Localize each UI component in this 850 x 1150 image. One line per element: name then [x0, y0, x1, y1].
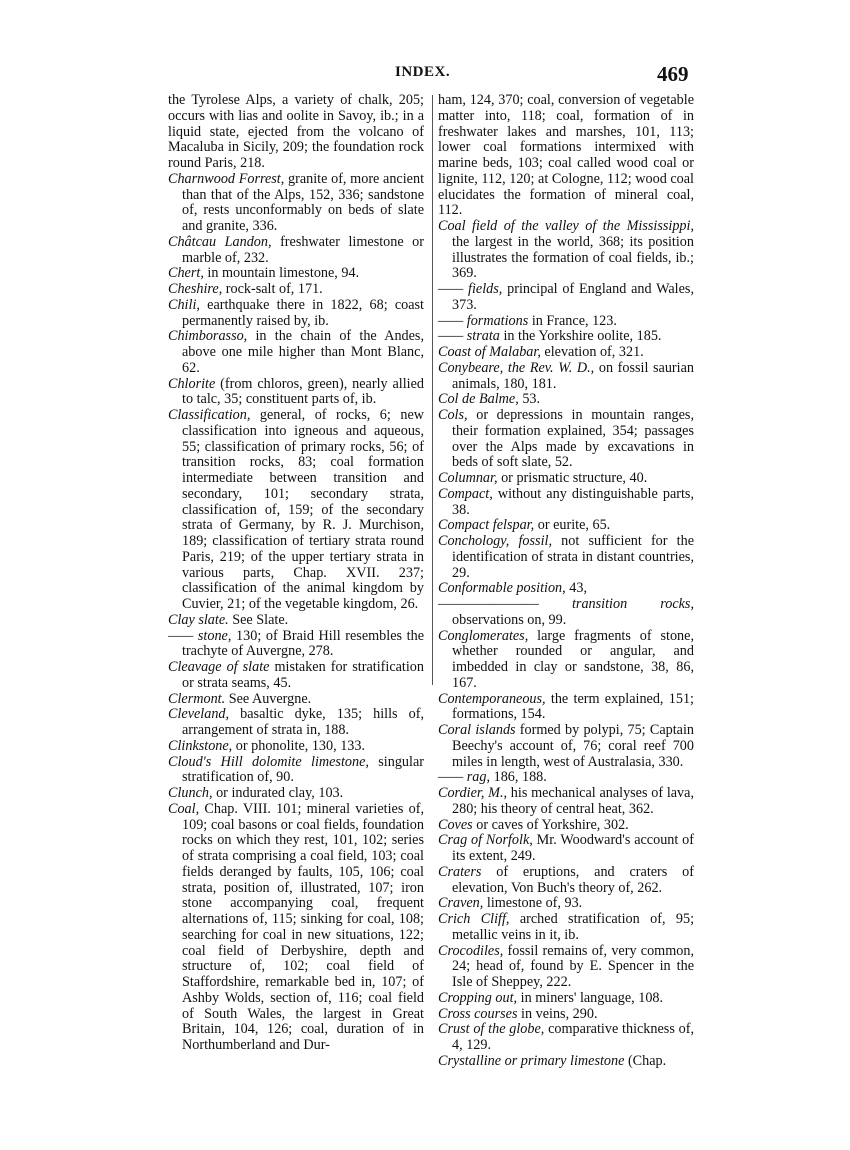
index-term: Clinkstone,: [168, 737, 233, 754]
index-term: Coast of Malabar,: [438, 344, 541, 360]
index-entry-text: the largest in the world, 368; its position illustrates the formation of coal fields, ib.; 369.: [452, 233, 694, 282]
index-entry-text: elevation of, 321.: [540, 344, 644, 360]
index-entry-text: the Tyrolese Alps, a variety of chalk, 205; occurs with lias and oolite in Savoy, ib.; in a liquid state, ejected from the volcano of Macaluba in Sicily, 209; the foundation rock round Paris, 218.: [168, 92, 424, 171]
index-entry-text: not sufficient for the identification of strata in distant countries, 29.: [452, 533, 694, 581]
index-entry-text: earthquake there in 1822, 68; coast permanently raised by, ib.: [182, 296, 424, 329]
index-entry-text: on fossil saurian animals, 180, 181.: [452, 359, 694, 392]
index-term: Cleavage of slate: [168, 659, 270, 675]
index-entry: [438, 219, 694, 282]
index-term: Craven,: [438, 895, 484, 912]
index-entry: [438, 361, 694, 393]
index-entry-text: in miners' language, 108.: [517, 989, 664, 1006]
index-entry: [438, 818, 694, 834]
index-entry-text: 186, 188.: [490, 769, 547, 786]
index-entry: [438, 723, 694, 770]
index-term: Cross courses: [438, 1005, 518, 1022]
index-term: Chlorite: [168, 375, 216, 392]
index-column-left: [168, 93, 424, 1054]
index-term: Crag of Norfolk,: [438, 832, 533, 849]
index-entry-text: singular stratification of, 90.: [182, 753, 424, 786]
index-entry-text: mistaken for stratification or strata seams, 45.: [182, 659, 424, 691]
index-entry: [438, 345, 694, 361]
index-term: Conybeare, the Rev. W. D.,: [438, 359, 595, 376]
index-entry-text: large fragments of stone, whether rounded or angular, and imbedded in clay or sandstone, 38, 86, 167.: [452, 627, 694, 691]
index-entry-text: (from chloros, green), nearly allied to talc, 35; constituent parts of, ib.: [182, 375, 424, 408]
index-term: Chert,: [168, 265, 204, 282]
index-entry: [438, 944, 694, 991]
index-entry-text: or caves of Yorkshire, 302.: [472, 816, 629, 833]
index-term: ———————— transition rocks,: [438, 596, 694, 612]
index-entry: [438, 487, 694, 519]
index-entry: [168, 692, 424, 708]
index-entry-text: of eruptions, and craters of elevation, Von Buch's theory of, 262.: [452, 863, 694, 896]
index-term: Cheshire,: [168, 281, 223, 297]
column-divider: [432, 95, 433, 685]
index-entry-text: arched stratification of, 95; metallic veins in it, ib.: [452, 911, 695, 943]
index-entry-text: formed by polypi, 75; Captain Beechy's account of, 76; coral reef 700 miles in length, west of Australasia, 330.: [452, 722, 694, 770]
index-entry: [168, 172, 424, 235]
index-term: Crich Cliff,: [438, 911, 510, 927]
index-entry: [438, 93, 694, 219]
index-entry-text: rock-salt of, 171.: [222, 281, 323, 297]
index-term: —— rag,: [438, 769, 491, 786]
index-term: Clay slate.: [168, 611, 229, 628]
index-term: Crystalline or primary limestone: [438, 1052, 625, 1069]
index-entry-text: 43,: [565, 580, 587, 597]
index-term: Châtcau Landon,: [168, 233, 272, 250]
index-term: Coral islands: [438, 722, 516, 738]
index-term: Cordier, M.,: [438, 785, 508, 801]
index-entry-text: or indurated clay, 103.: [212, 785, 344, 801]
index-entry: [438, 392, 694, 408]
index-term: —— formations: [438, 312, 529, 329]
index-entry-text: Mr. Woodward's account of its extent, 249.: [452, 832, 694, 864]
index-entry: [168, 235, 424, 267]
index-entry: [438, 912, 694, 944]
index-entry: [168, 282, 424, 298]
index-entry: [438, 629, 694, 692]
index-term: Columnar,: [438, 470, 498, 486]
index-term: Chimborasso,: [168, 328, 248, 345]
index-term: Clunch,: [168, 785, 213, 801]
index-term: Coal field of the valley of the Mississippi,: [438, 218, 694, 234]
index-term: Crust of the globe,: [438, 1021, 545, 1038]
index-term: Cols,: [438, 407, 468, 423]
index-term: Compact,: [438, 485, 493, 502]
index-entry: [438, 1007, 694, 1023]
index-entry: [438, 408, 694, 471]
index-term: Col de Balme,: [438, 391, 519, 408]
index-entry-text: general, of rocks, 6; new classification into igneous and aqueous, 55; classification of primary rocks, 56; of transition rocks, 83; coal formation intermediate between transition and secondary, 101; secondary strata, classification of, 159; of the secondary strata of Germany, by R. J. Murchison, 189; classification of tertiary strata round Paris, 219; of the upper tertiary strata in various parts, Chap. XVII. 237; classification of the animal kingdom by Cuvier, 21; of the vegetable kingdom, 26.: [182, 407, 424, 612]
running-head: [0, 62, 850, 92]
index-entry: [438, 865, 694, 897]
index-entry: [438, 991, 694, 1007]
index-entry: [438, 581, 694, 597]
index-entry-text: in France, 123.: [528, 312, 617, 329]
index-entry-text: in mountain limestone, 94.: [203, 265, 360, 282]
index-entry: [168, 377, 424, 409]
index-entry: [438, 518, 694, 534]
index-entry-text: in veins, 290.: [517, 1005, 598, 1022]
index-entry-text: observations on, 99.: [452, 611, 567, 628]
index-term: Cloud's Hill dolomite limestone,: [168, 753, 369, 770]
index-entry-text: 130; of Braid Hill resembles the trachyte of Auvergne, 278.: [182, 627, 424, 660]
index-term: Contemporaneous,: [438, 690, 546, 707]
index-term: Charnwood Forrest,: [168, 170, 285, 187]
index-term: Classification,: [168, 407, 251, 423]
index-entry: [438, 770, 694, 786]
index-entry: [168, 613, 424, 629]
index-entry-text: 53.: [518, 391, 541, 408]
index-entry: [438, 314, 694, 330]
index-entry-text: limestone of, 93.: [483, 895, 583, 912]
index-entry-text: granite of, more ancient than that of the Alps, 152, 336; sandstone of, rests unconformably on beds of slate and granite, 336.: [182, 170, 425, 234]
index-entry: [438, 597, 694, 629]
index-term: —— strata: [438, 328, 500, 345]
index-entry: [168, 786, 424, 802]
index-entry: [438, 329, 694, 345]
index-entry: [438, 786, 694, 818]
index-entry-text: Chap. VIII. 101; mineral varieties of, 109; coal basons or coal fields, foundation rocks on which they rest, 101, 102; series of strata comprising a coal field, 103; coal fields deranged by faults, 105, 106; coal strata, position of, illustrated, 107; iron stone accompanying coal, frequent alternations of, 115; sinking for coal, 108; searching for coal in new situations, 122; coal field of Derbyshire, depth and structure of, 102; coal field of Staffordshire, remarkable bed in, 107; of Ashby Wolds, section of, 116; coal field of South Wales, the largest in Great Britain, 104, 126; coal, duration of in Northumberland and Dur-: [182, 800, 424, 1053]
index-entry-text: freshwater limestone or marble of, 232.: [182, 233, 424, 266]
page-header-title: INDEX.: [395, 64, 451, 80]
index-entry: [438, 534, 694, 581]
index-entry-text: See Slate.: [228, 611, 289, 628]
index-entry: [438, 282, 694, 314]
index-term: Conglomerates,: [438, 627, 529, 644]
index-term: Coves: [438, 816, 473, 833]
index-entry: [438, 471, 694, 487]
index-column-right: [438, 93, 694, 1070]
index-entry: [168, 629, 424, 661]
index-term: Craters: [438, 863, 482, 880]
index-term: Crocodiles,: [438, 942, 504, 959]
index-entry-text: or eurite, 65.: [534, 517, 611, 534]
index-entry-text: comparative thickness of, 4, 129.: [452, 1021, 694, 1053]
index-entry-text: basaltic dyke, 135; hills of, arrangement of strata in, 188.: [182, 706, 424, 738]
index-entry: [168, 266, 424, 282]
page-number: 469: [657, 62, 689, 86]
index-entry-text: (Chap.: [624, 1052, 667, 1069]
index-term: Conformable position,: [438, 580, 566, 597]
index-term: Conchology, fossil,: [438, 533, 552, 549]
index-entry-text: in the Yorkshire oolite, 185.: [499, 328, 662, 345]
index-entry-text: in the chain of the Andes, above one mile higher than Mont Blanc, 62.: [182, 328, 424, 376]
index-term: Compact felspar,: [438, 517, 535, 534]
index-entry: [168, 660, 424, 692]
index-entry: [438, 1054, 694, 1070]
index-entry: [168, 93, 424, 172]
index-entry-text: or depressions in mountain ranges, their formation explained, 354; passages over the Alps made by excavations in beds of soft slate, 52.: [452, 407, 694, 471]
index-entry-text: ham, 124, 370; coal, conversion of vegetable matter into, 118; coal, formation of in freshwater lakes and marshes, 101, 113; lower coal formations intermixed with marine beds, 103; coal called wood coal or lignite, 112, 120; at Cologne, 112; wood coal elucidates the formation of mineral coal, 112.: [438, 92, 694, 219]
index-entry-text: without any distinguishable parts, 38.: [452, 485, 694, 518]
index-entry: [168, 329, 424, 376]
index-entry-text: or prismatic structure, 40.: [497, 470, 648, 486]
index-term: —— fields,: [438, 281, 503, 297]
index-entry: [438, 833, 694, 865]
index-entry: [168, 755, 424, 787]
index-entry: [438, 692, 694, 724]
index-entry: [438, 1022, 694, 1054]
index-entry: [438, 896, 694, 912]
index-term: Clermont.: [168, 690, 226, 707]
index-entry-text: the term explained, 151; formations, 154.: [452, 690, 694, 723]
index-entry-text: See Auvergne.: [225, 690, 312, 707]
index-term: Cropping out,: [438, 989, 518, 1006]
index-entry: [168, 408, 424, 613]
index-term: Coal,: [168, 800, 200, 817]
index-entry-text: principal of England and Wales, 373.: [452, 281, 694, 313]
index-entry: [168, 298, 424, 330]
index-entry: [168, 739, 424, 755]
index-entry: [168, 707, 424, 739]
index-term: Cleveland,: [168, 706, 230, 723]
index-term: —— stone,: [168, 627, 232, 644]
index-entry: [168, 802, 424, 1054]
index-entry-text: his mechanical analyses of lava, 280; his theory of central heat, 362.: [452, 785, 694, 817]
index-entry-text: or phonolite, 130, 133.: [232, 737, 366, 754]
index-entry-text: fossil remains of, very common, 24; head of, found by E. Spencer in the Isle of Sheppey, 222.: [452, 942, 694, 990]
index-term: Chili,: [168, 296, 200, 313]
